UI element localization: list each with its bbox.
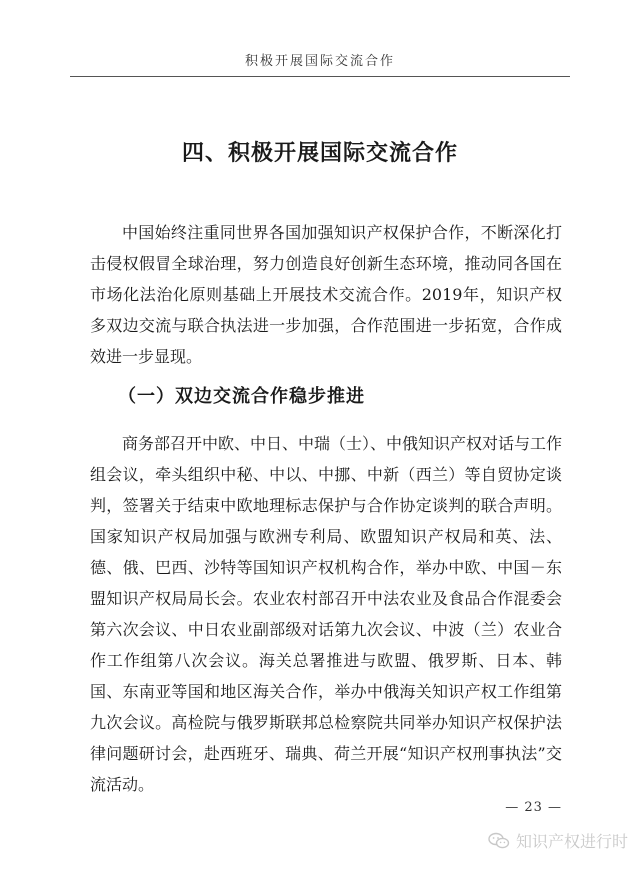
intro-paragraph: 中国始终注重同世界各国加强知识产权保护合作，不断深化打击侵权假冒全球治理，努力创造良好创新生态环境，推动同各国在市场化法治化原则基础上开展技术交流合作。2019年，知识产权多双边交流与联合执法进一步加强，合作范围进一步拓宽，合作成效进一步显现。 <box>90 223 562 366</box>
watermark <box>488 829 628 852</box>
section-title: 四、积极开展国际交流合作 <box>181 141 458 166</box>
bilateral-paragraph: 商务部召开中欧、中日、中瑞（士）、中俄知识产权对话与工作组会议，牵头组织中秘、中以、中挪、中新（西兰）等自贸协定谈判，签署关于结束中欧地理标志保护与合作协定谈判的联合声明。国家知识产权局加强与欧洲专利局、欧盟知识产权局和英、法、德、俄、巴西、沙特等国知识产权机构合作，举办中欧、中国－东盟知识产权局局长会。农业农村部召开中法农业及食品合作混委会第六次会议、中日农业副部级对话第九次会议、中波（兰）农业合作工作组第八次会议。海关总署推进与欧盟、俄罗斯、日本、韩国、东南亚等国和地区海关合作，举办中俄海关知识产权工作组第九次会议。高检院与俄罗斯联邦总检察院共同举办知识产权保护法律问题研讨会，赴西班牙、瑞典、荷兰开展“知识产权刑事执法”交流活动。 <box>90 434 563 794</box>
page-number: — 23 — <box>505 800 562 815</box>
wechat-icon <box>488 832 510 850</box>
subsection-title: （一）双边交流合作稳步推进 <box>118 386 365 407</box>
running-header: 积极开展国际交流合作 <box>244 54 395 69</box>
watermark-text: 知识产权进行时 <box>515 832 628 851</box>
header-divider <box>70 76 570 77</box>
